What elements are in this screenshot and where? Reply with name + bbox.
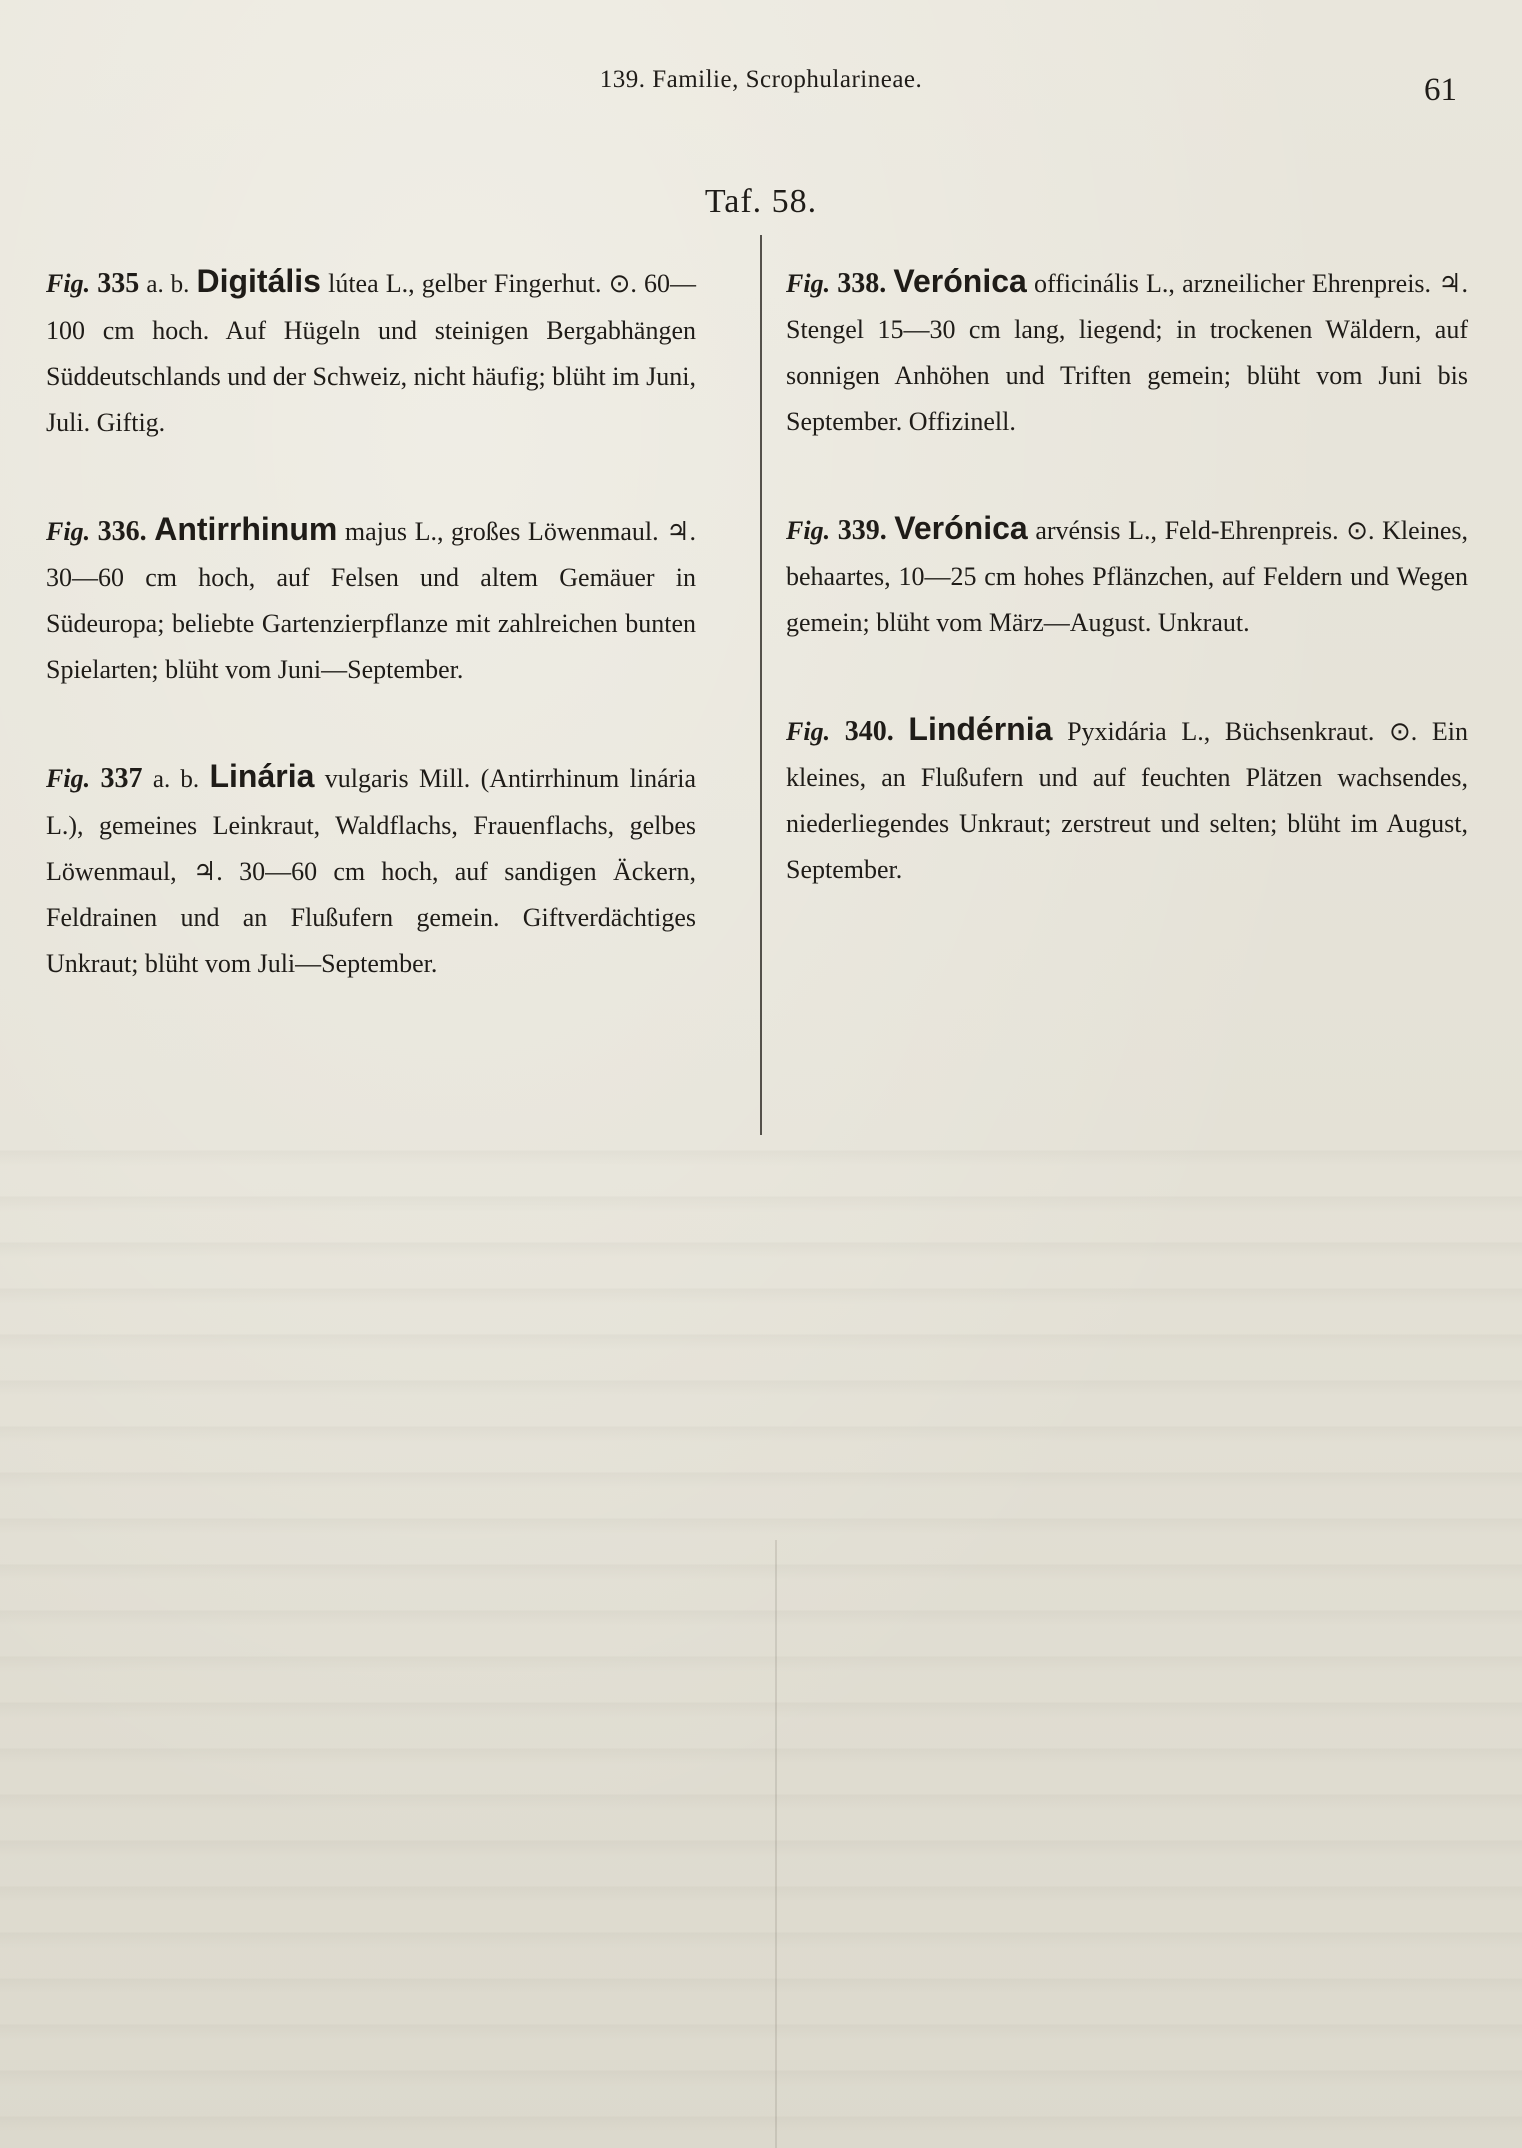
entry-fig-340 <box>786 706 1468 893</box>
column-divider <box>760 235 762 1135</box>
plate-title: Taf. 58. <box>704 183 818 220</box>
fig-label: Fig. <box>46 764 91 793</box>
left-column <box>46 258 696 987</box>
fig-label: Fig. <box>786 269 831 298</box>
genus-name: Verónica <box>894 510 1028 546</box>
fig-number: 337 <box>100 763 143 794</box>
page-number: 61 <box>1424 72 1457 108</box>
entry-text: vulgaris Mill. (Antirrhinum linária L.), gemeines Leinkraut, Waldflachs, Frauenflachs, gelbes Löwenmaul, ♃. 30—60 cm hoch, auf sandigen Äckern, Feldrainen und an Flußufern gemein. Giftverdächtiges Unkraut; blüht vom Juli—September. <box>46 764 697 978</box>
genus-name: Antirrhinum <box>154 511 338 547</box>
reverse-side-bleed-through <box>0 1120 1522 2148</box>
entry-text: arvénsis L., Feld-Ehrenpreis. ⊙. Kleines, behaartes, 10—25 cm hohes Pflänzchen, auf Feldern und Wegen gemein; blüht vom März—August. Unkraut. <box>786 516 1469 637</box>
fig-suffix: a. b. <box>146 271 190 298</box>
entry-text: lútea L., gelber Fingerhut. ⊙. 60—100 cm hoch. Auf Hügeln und steinigen Bergabhängen Süddeutschlands und der Schweiz, nicht häufig; blüht im Juni, Juli. Giftig. <box>46 269 697 437</box>
genus-name: Lindérnia <box>908 711 1053 747</box>
entry-text: majus L., großes Löwenmaul. ♃. 30—60 cm hoch, auf Felsen und altem Gemäuer in Südeuropa; beliebte Gartenzierpflanze mit zahlreichen bunten Spielarten; blüht vom Juni—September. <box>46 517 696 684</box>
fig-number: 335 <box>97 268 140 299</box>
genus-name: Digitális <box>196 263 321 299</box>
entry-fig-338 <box>786 258 1468 445</box>
entry-fig-337 <box>46 753 696 987</box>
fig-label: Fig. <box>786 717 831 746</box>
fig-number: 338. <box>837 268 887 299</box>
right-column <box>786 258 1468 893</box>
fig-label: Fig. <box>46 269 91 298</box>
fig-number: 340. <box>844 716 894 747</box>
entry-text: Pyxidária L., Büchsenkraut. ⊙. Ein kleines, an Flußufern und auf feuchten Plätzen wachsendes, niederliegendes Unkraut; zerstreut und selten; blüht im August, September. <box>786 717 1469 884</box>
genus-name: Verónica <box>893 263 1027 299</box>
entry-fig-339 <box>786 505 1468 646</box>
entry-fig-335 <box>46 258 696 446</box>
fig-suffix: a. b. <box>152 766 200 793</box>
fig-number: 339. <box>837 515 887 546</box>
genus-name: Linária <box>209 758 315 794</box>
fig-label: Fig. <box>46 517 91 546</box>
entry-text: officinális L., arzneilicher Ehrenpreis. ♃. Stengel 15—30 cm lang, liegend; in trockenen Wäldern, auf sonnigen Anhöhen und Triften gemein; blüht vom Juni bis September. Offizinell. <box>786 269 1469 436</box>
fig-number: 336. <box>97 516 147 547</box>
fig-label: Fig. <box>786 516 831 545</box>
entry-fig-336 <box>46 506 696 693</box>
running-head: 139. Familie, Scrophularineae. <box>599 66 923 93</box>
reverse-side-column-rule <box>775 1540 777 2148</box>
